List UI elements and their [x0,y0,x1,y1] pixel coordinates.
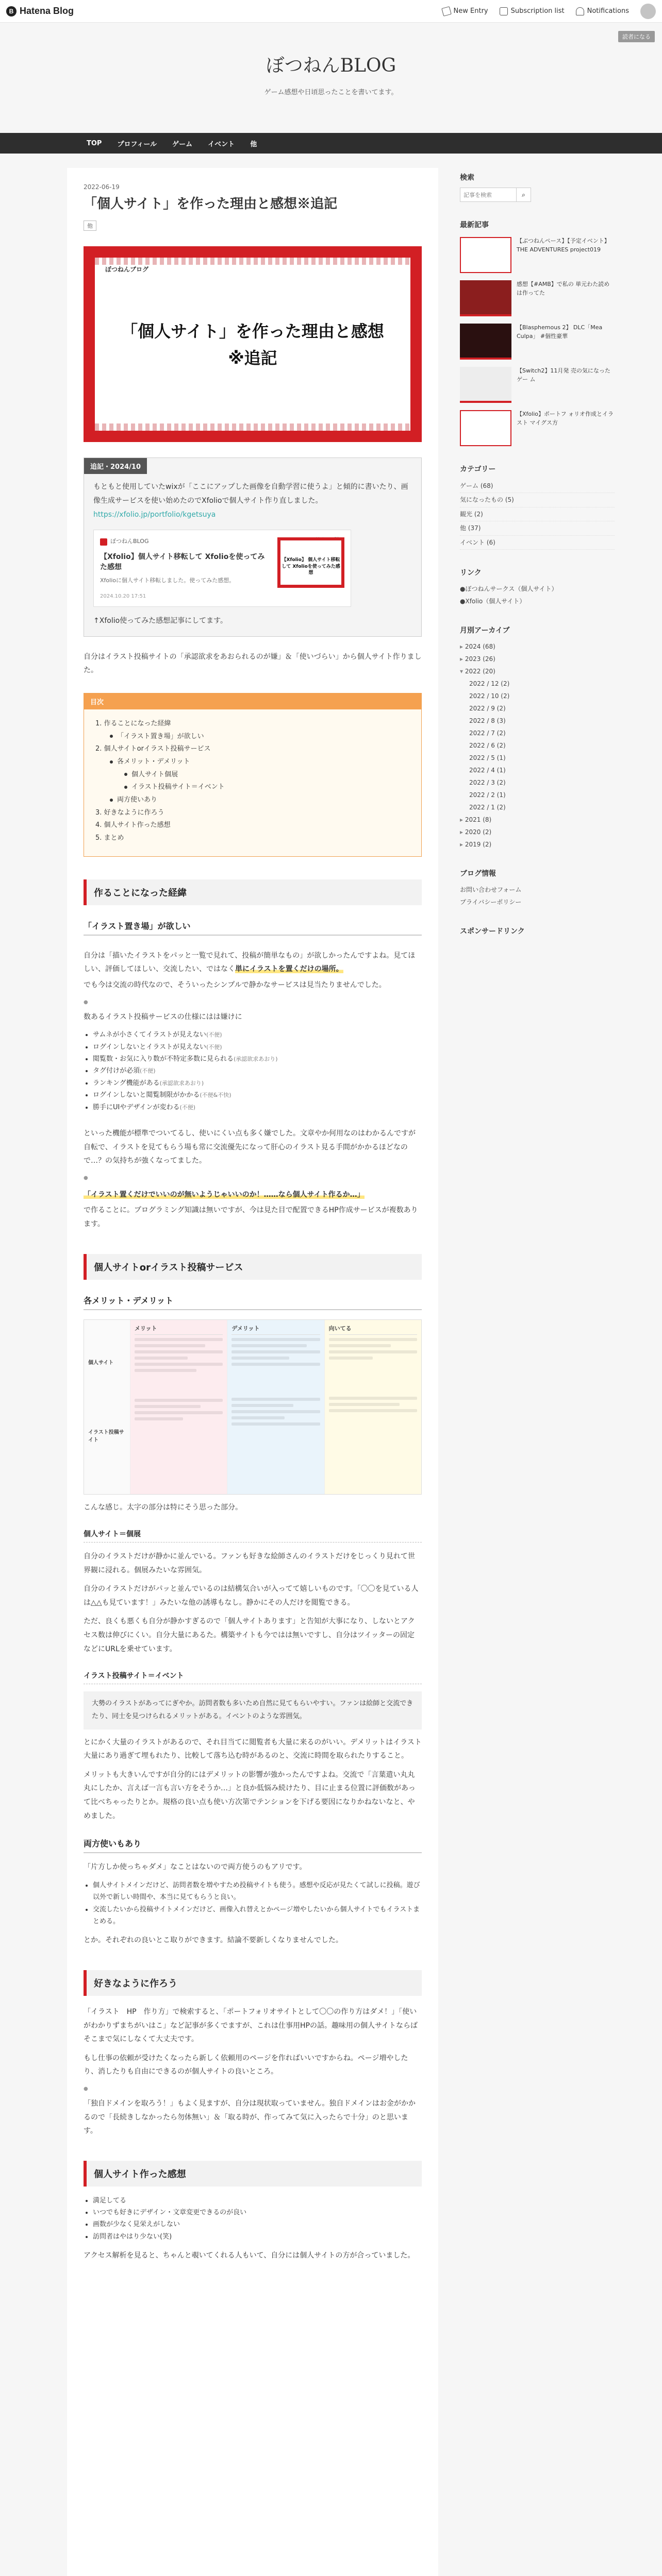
paragraph-text: 自分は「描いたイラストをパッと一覧で見れて、投稿が簡単なもの」が欲しかったんですよね。見てほしい、評価してほしい、交流したい、ではなく [84,951,416,974]
stripe-decoration [95,423,410,431]
nav-top[interactable]: TOP [87,139,102,147]
toc-item[interactable] [95,769,410,782]
comparison-demerit-column [227,1320,324,1494]
table-of-contents [84,693,422,857]
section-heading-2: 個人サイトorイラスト投稿サービス [84,1254,422,1280]
toc-item-text[interactable]: 「イラスト置き場」が欲しい [117,732,204,740]
user-avatar[interactable] [640,4,656,19]
bullet-icon [124,773,127,776]
blog-title[interactable]: ぼつねんBLOG [266,55,396,76]
paragraph [84,1188,422,1202]
archive-month-link[interactable]: 2022 / 3 (2) [469,778,506,786]
category-link[interactable]: 気になったもの (5) [460,493,615,507]
archive-month-link[interactable]: 2022 / 12 (2) [469,680,510,687]
comparison-table-image [84,1319,422,1495]
highlighted-text: 単にイラストを置くだけの場所。 [235,965,343,974]
recent-entry-thumbnail[interactable] [460,280,511,316]
subheading-merit-demerit: 各メリット・デメリット [84,1294,422,1310]
paragraph: アクセス解析を見ると、ちゃんと覗いてくれる人もいて、自分には個人サイトの方が合っていました。 [84,2251,415,2260]
recent-entry-title[interactable]: 感想【#AMB】で私の 単元わた読めは作ってた [517,281,610,296]
notifications-button[interactable] [576,7,629,15]
list-item-text: 勝手にUIやデザインが変わる [93,1103,180,1111]
archive-year-toggle[interactable]: ▸ 2024 (68) [460,640,615,653]
archive-month-link[interactable]: 2022 / 2 (1) [469,791,506,799]
recent-entry[interactable] [460,280,615,316]
section-heading-4: 個人サイト作った感想 [84,2161,422,2187]
nav-other[interactable]: 他 [250,140,257,148]
toc-item[interactable] [95,819,410,832]
embedded-blog-card[interactable] [93,530,351,607]
separator: ● [84,1175,88,1181]
toc-item-text[interactable]: 個人サイト個展 [131,770,178,778]
list-icon [500,7,508,15]
list-item [93,1089,422,1101]
toc-item-text[interactable]: 2. 個人サイトorイラスト投稿サービス [95,745,211,753]
recent-entry-title[interactable]: 【Blasphemous 2】 DLC「Mea Culpa」 #個性豪華 [517,324,603,340]
eyecatch-line-1: 「個人サイト」を作った理由と感想 [121,321,384,342]
paragraph: といった機能が標準でついてるし、使いにくい点も多く嫌でした。文章やか何用なのはわかるんですが自転で、イラストを見てもらう場も常に交流優先になって肝心のイラスト見る手間がかかるほどなので…？の気持ちが強くなってました。 [84,1129,416,1165]
entry-date[interactable]: 2022-06-19 [84,183,120,191]
recent-entry[interactable] [460,237,615,273]
category-link[interactable]: ゲーム (68) [460,479,615,493]
toc-list [84,709,421,856]
subheading-both: 両方使いもあり [84,1837,422,1853]
intro-paragraph: 自分はイラスト投稿サイトの「承認欲求をあおられるのが嫌」＆「使いづらい」から個人サイト作りました。 [84,652,422,675]
list-item: • いつでも好きにデザイン・文章変更できるのが良い [93,2207,422,2218]
portfolio-link[interactable]: https://xfolio.jp/portfolio/kgetsuya [93,510,216,519]
toc-item[interactable] [95,781,410,794]
archive-month-link[interactable]: 2022 / 6 (2) [469,741,506,749]
paragraph: 自分のイラストだけがパッと並んでいるのは結構気合いが入ってて嬉しいものです。「〇〇を見ている人は△△も見ています！」みたいな他の誘導もなし。静かにその人だけを閲覧できる。 [84,1585,419,1607]
search-button[interactable] [517,188,531,202]
recent-entries [460,237,615,446]
merit-header: メリット [135,1324,223,1335]
sidebar-bloginfo-heading: ブログ情報 [460,869,496,878]
archive-year-toggle[interactable]: ▸ 2021 (8) [460,814,615,826]
toc-item-text[interactable]: 4. 個人サイト作った感想 [95,821,171,829]
toc-item[interactable] [95,832,410,845]
subheading-personal-site: 個人サイト＝個展 [84,1529,422,1543]
paragraph: 自分のイラストだけが静かに並んでいる。ファンも好きな絵師さんのイラストだけをじっくり見れて世界観に浸れる。個展みたいな雰囲気。 [84,1552,415,1574]
archive-month-link[interactable]: 2022 / 10 (2) [469,692,510,700]
hatena-blog-logo[interactable] [6,6,74,16]
privacy-policy-link[interactable]: プライバシーポリシー [460,898,522,906]
highlighted-quote: 「イラスト置くだけでいいのが無いようじゃいいのか！……なら個人サイト作るか…」 [84,1190,365,1199]
list-item-note: (承認欲求あおり) [159,1079,204,1087]
paragraph: とにかく大量のイラストがあるので、それ目当てに閲覧者も大量に来るのがいい。デメリットはイラスト大量にあり過ぎて埋もれたり、比較して落ち込む時があるのと、交流に時間を取られたりすること。 [84,1738,422,1760]
paragraph: もし仕事の依頼が受けたくなったら新しく依頼用のページを作ればいいですからね。ページ増やしたり、消したりも自由にできるのが個人サイトの良いところ。 [84,2054,408,2076]
eyecatch-image [84,246,422,442]
toc-item[interactable] [95,731,410,743]
list-item-note: (承認欲求あおり) [234,1055,278,1062]
list-item: • 画数が少なく見栄えがしない [93,2218,422,2230]
both-usage-list [84,1879,422,1928]
favicon-icon [100,538,107,546]
subscription-label: Subscription list [510,7,565,15]
sidebar-archive-heading: 月別アーカイブ [460,626,510,635]
list-item-text: 閲覧数・お気に入り数が不特定多数に見られる [93,1055,234,1063]
list-item-note: (不便) [206,1031,222,1039]
list-item-text: サムネが小さくてイラストが見えない [93,1031,206,1039]
archive-month-link[interactable]: 2022 / 9 (2) [469,704,506,712]
section-heading-1: 作ることになった経緯 [84,879,422,905]
contact-form-link[interactable]: お問い合わせフォーム [460,886,522,893]
quote-box: 大勢のイラストがあってにぎやか。訪問者数も多いため自然に見てもらいやすい。ファンは絵師と交流できたり、同士を見つけられるメリットがある。イベントのような雰囲気。 [84,1691,422,1729]
update-note-text: もともと使用していたwixが「ここにアップした画像を自動学習に使うよ」と傾的に書いたり、画像生成サービスを使い始めたのでXfolioで個人サイト作り直しました。 [93,483,408,505]
embed-description: Xfolioに個人サイト移転しました。使ってみた感想。 [100,577,235,584]
paragraph [84,949,422,976]
list-item-text: ログインしないと閲覧制限がかかる [93,1091,200,1099]
eyecatch-title [95,318,410,371]
comparison-merit-column [130,1320,227,1494]
archive-month-link[interactable]: 2022 / 7 (2) [469,729,506,737]
pen-icon [441,6,452,16]
archive-month-link[interactable]: 2022 / 8 (3) [469,717,506,724]
toc-item-text[interactable]: 1. 作ることになった経緯 [95,719,171,727]
recent-entry[interactable] [460,324,615,360]
toc-item-text[interactable]: 5. まとめ [95,834,124,842]
hatena-logo-icon: B [6,6,16,16]
list-item-text: ログインしないとイラストが見えない [93,1043,206,1051]
stripe-decoration [95,258,410,265]
external-link[interactable]: ●Xfolio（個人サイト） [460,597,526,605]
toc-item-text[interactable]: 各メリット・デメリット [117,758,190,766]
toc-item[interactable] [95,718,410,731]
search-icon: ⌕ [522,191,525,198]
recent-entry[interactable] [460,410,615,446]
list-item [93,1077,422,1089]
sidebar-recent-heading: 最新記事 [460,221,489,229]
sidebar-search [460,188,615,202]
embed-site-name: ぼつねんBLOG [110,538,149,545]
sidebar-links-heading: リンク [460,568,482,577]
bullet-icon [124,786,127,789]
blog-description: ゲーム感想や日頃思ったことを書いてます。 [264,89,398,96]
list-item [93,1053,422,1065]
subheading-illust-site: イラスト投稿サイト＝イベント [84,1670,422,1684]
list-item [93,1065,422,1077]
eyecatch-line-2: ※追記 [228,348,277,368]
bullet-icon [110,735,113,738]
archive-list [460,640,615,851]
recent-entry-title[interactable]: 【Switch2】11月発 売の気になったゲー ム [517,367,610,383]
paragraph: ただ、良くも悪くも自分が静かすぎるので「個人サイトあります」と告知が大事になり、しないとアクセス数は伸びにくい。自分大量にあるた。構築サイトも今ではは無いですし、自分はツイッターの固定などにURLを乗せています。 [84,1617,415,1653]
archive-year-toggle[interactable]: ▸ 2020 (2) [460,826,615,838]
archive-month-link[interactable]: 2022 / 4 (1) [469,766,506,774]
list-item-note: (不便) [179,1104,196,1111]
list-item-note: (不便) [206,1043,222,1050]
subheading-illust-place: 「イラスト置き場」が欲しい [84,920,422,936]
category-link[interactable]: 他 (37) [460,521,615,535]
embed-title[interactable]: 【Xfolio】個人サイト移転して Xfolioを使ってみた感想 [100,553,265,571]
list-item-note: (不便&不快) [200,1092,231,1099]
subscribe-reader-button[interactable]: 読者になる [618,31,655,42]
archive-month-link[interactable]: 2022 / 1 (2) [469,803,506,811]
sidebar-search-heading: 検索 [460,174,474,182]
update-note-heading: 追記・2024/10 [84,458,147,474]
category-tag[interactable]: 他 [84,221,96,231]
paragraph: 「独自ドメインを取ろう！」もよく見ますが、自分は現状取っていません。独自ドメインはお金がかかるので「長続きしなかったら勿体無い」＆「取る時が、作ってみて気に入ったらで十分」のと思います。 [84,2099,416,2136]
recent-entry-thumbnail[interactable] [460,367,511,403]
embed-thumbnail[interactable] [277,537,344,588]
archive-year-toggle[interactable]: ▾ 2022 (20) [460,665,615,677]
main-article [67,168,438,2576]
external-link[interactable]: ●ぼつねんサークス（個人サイト） [460,585,558,592]
nav-event[interactable]: イベント [208,140,235,148]
paragraph: 「イラスト HP 作り方」で検索すると、「ポートフォリオサイトとして〇〇の作り方はダメ！」「使いがわかりずまちがいはこ」など記事が多くでますが、これは仕事用HPの話。趣味用の個人サイトならばそこまで気にしなくて大丈夫です。 [84,2007,418,2044]
new-entry-button[interactable] [442,7,488,15]
list-item-note: (不便) [140,1067,156,1075]
archive-year-toggle[interactable]: ▸ 2019 (2) [460,838,615,851]
category-link[interactable]: 観光 (2) [460,507,615,521]
toc-item[interactable] [95,756,410,769]
list-item: • 交流したいから投稿サイトメインだけど、画像入れ替えとかページ増やしたいから個人サイトでもイラストまとめる。 [93,1904,422,1928]
hatena-logo-text: Hatena Blog [20,6,74,16]
toc-item[interactable] [95,794,410,807]
section-heading-3: 好きなように作ろう [84,1970,422,1996]
comparison-fit-column [325,1320,421,1494]
list-item [93,1029,422,1041]
list-item: • 訪問者はやはり少ない(笑) [93,2231,422,2243]
toc-heading: 目次 [84,693,421,709]
separator: ● [84,2086,88,2092]
list-item: • 個人サイトメインだけど、訪問者数を増やすため投稿サイトも使う。感想や反応が見たくて試しに投稿。遊び以外で新しい時間や、本当に見てもらうと良い。 [93,1879,422,1904]
sidebar-sponsor-heading: スポンサードリンク [460,927,525,936]
toc-item-text[interactable]: イラスト投稿サイト＝イベント [131,783,225,791]
embed-thumbnail-text: 【Xfolio】 個人サイト移転して Xfolioを使ってみた感想 [280,540,341,585]
list-item: • 満足してる [93,2195,422,2207]
recent-entry-thumbnail[interactable] [460,324,511,360]
archive-month-link[interactable]: 2022 / 5 (1) [469,754,506,761]
paragraph: とか。それぞれの良いとこ取りができます。結論不要新しくなりませんでした。 [84,1936,343,1945]
sidebar-category-heading: カテゴリー [460,465,496,473]
notifications-label: Notifications [587,7,629,15]
paragraph: 数あるイラスト投稿サービスの仕様にはは嫌けに [84,1012,242,1021]
embed-date: 2024.10.20 17:51 [100,594,146,600]
paragraph: でも今は交流の時代なので、そういったシンプルで静かなサービスは見当たりませんでした。 [84,981,386,990]
recent-entry-thumbnail[interactable] [460,410,511,446]
recent-entry-title[interactable]: 【Xfolio】ポートフ ォリオ作成とイラスト マイグス方 [517,411,614,426]
paragraph: メリットも大きいんですが自分的にはデメリットの影響が強かったんですよね。交流で「言葉遣い丸丸丸にしたか、言えば一言も言い方をそうか…」と良か低悩み続けたり、目に止まる位置に評価数があって比べちゃったりとか。規格の良い点も使い方次第でテンションを下げる要因になりかねないなと、やめました。 [84,1770,416,1820]
toc-item-text[interactable]: 3. 好きなように作ろう [95,808,164,817]
toc-item[interactable] [95,743,410,756]
eyecatch-blog-label: ぼつねんブログ [105,266,149,274]
list-item-text: タグ付けが必須 [93,1067,140,1075]
recent-entry[interactable] [460,367,615,403]
archive-year-toggle[interactable]: ▸ 2023 (26) [460,653,615,665]
update-note-box [84,457,422,636]
toc-item[interactable] [95,807,410,820]
blog-header [0,23,662,133]
demerit-header: デメリット [231,1324,320,1335]
row-label-illust-site: イラスト投稿サイト [88,1429,124,1443]
caption: こんな感じ。太字の部分は特にそう思った部分。 [84,1503,242,1512]
sidebar [460,168,615,2576]
category-list [460,479,615,550]
paragraph: で作ることに。プログラミング知識は無いですが、今は見た目で配置できるHP作成サービスが複数あります。 [84,1206,418,1228]
toc-item-text[interactable]: 両方使いあり [117,796,158,804]
list-item-text: ランキング機能がある [93,1079,160,1087]
search-input[interactable] [460,188,517,202]
recent-entry-title[interactable]: 【ぶつねんペース】【予定イベント】 THE ADVENTURES project019 [517,238,610,253]
bell-icon [576,7,584,15]
nav-game[interactable]: ゲーム [172,140,193,148]
category-link[interactable]: イベント (6) [460,536,615,550]
global-nav [0,133,662,154]
list-item [93,1101,422,1113]
fit-header: 向いてる [329,1324,417,1335]
impression-list [84,2195,422,2243]
recent-entry-thumbnail[interactable] [460,237,511,273]
list-item [93,1041,422,1053]
separator: ● [84,999,88,1005]
entry-title[interactable]: 「個人サイト」を作った理由と感想※追記 [84,196,338,212]
nav-profile[interactable]: プロフィール [117,140,157,148]
paragraph: 「片方しか使っちゃダメ」なことはないので両方使うのもアリです。 [84,1863,307,1872]
row-label-personal-site: 個人サイト [88,1360,114,1366]
hatena-global-bar [0,0,662,23]
update-note-footer: ↑Xfolio使ってみた感想記事にしてます。 [93,617,228,625]
subscription-list-button[interactable] [500,7,565,15]
feature-list [84,1029,422,1113]
bullet-icon [110,799,113,802]
bullet-icon [110,760,113,764]
new-entry-label: New Entry [453,7,488,15]
comparison-row-labels [84,1320,130,1494]
